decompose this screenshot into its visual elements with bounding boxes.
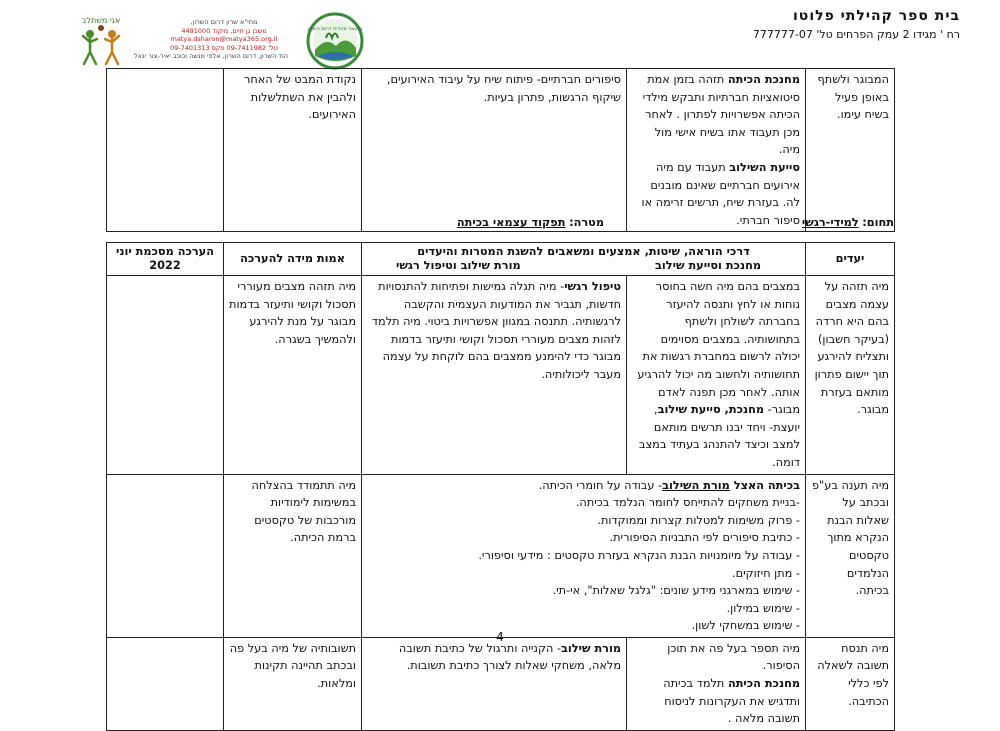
summary-cell [107,474,224,637]
center-line: טל' 09-7411982 פקס 09-7401313 [170,43,278,52]
header-methods-left: מורת שילוב וטיפול רגשי [396,259,521,272]
school-address: רח ' מגידו 2 עמק הפרחים טל' 777777-07 [752,28,960,41]
header-objectives: יעדים [806,243,895,276]
domain: תחום: למידי-רגשי [801,216,894,229]
center-line: matya.dsharon@matya365.org.il [170,35,278,44]
table-row [107,637,895,730]
header-criteria: אמות מידה להערכה [224,243,362,276]
methods-cell: בכיתה האצל מורת השילוב- עבודה על חומרי הכיתה. -בניית משחקים להתייחס לחומר הנלמד בכיתה. - פרוק משימות למטלות קצרות וממוקדות. - כתיבת סיפורים לפי התבניות הסיפורית. - עבודה על מיומנויות הבנת הנקרא בעזרת טקסטים : מידעי וסיפורי. - מתן חיזוקים. - שימוש במארגני מידע שונים: "גלגל שאלות", אי-תי. - שימוש במילון. - שימוש במשחקי לשון. [362,474,806,637]
methods-left-cell: סיפורים חברתיים- פיתוח שיח על עיבוד האירועים, שיקוף הרגשות, פתרון בעיות. [362,69,627,232]
regional-council-logo [306,12,364,70]
summary-cell [107,69,224,232]
objective-cell: המבוגר ולשתף באופן פעיל בשיח עימו. [806,69,895,232]
criteria-cell: תשובותיה של מיה בעל פה ובכתב תהיינה תקינות ומלאות. [224,637,362,730]
plan-table [106,242,895,731]
school-name: בית ספר קהילתי פלוטו [793,8,960,24]
objective-cell: מיה תנסח תשובה לשאלה לפי כללי הכתיבה. [806,637,895,730]
center-contact-info [134,18,288,61]
criteria-cell: נקודת המבט של האחר ולהבין את השתלשלות האירועים. [224,69,362,232]
methods-right-cell: מחנכת הכיתה תזהה בזמן אמת סיטואציות חברתיות ותבקש מילדי הכיתה אפשרויות לפתרון . לאחר מכן תעבוד אתו בשיח אישי מול מיה. סייעת השילוב תעבוד עם מיה אירועים חברתיים שאינם מובנים לה. בעזרת שיח, תרשים זרימה או סיפור חברתי. [627,69,806,232]
logo-left-text: אני משתלב [81,16,121,25]
center-line: מתי"א שרון דרום השרון, [190,18,258,26]
criteria-cell: מיה תזהה מצבים מעוררי תסכול וקושי ותיעזר בדמות מבוגר על מנת להירגע ולהמשיך בשגרה. [224,276,362,475]
objective-cell: מיה תזהה על עצמה מצבים בהם היא חרדה (בעיקר חשבון) ותצליח להירגע תוך יישום פתרון מותאם בעזרת מבוגר. [806,276,895,475]
header-methods-right: מחנכת וסייעת שילוב [655,259,762,272]
page-number: 4 [496,630,504,644]
table-row [107,474,895,637]
integration-logo [72,14,130,70]
methods-left-cell: מורת שילוב- הקנייה ותרגול של כתיבת תשובה מלאה, משחקי שאלות לצורך כתיבת תשובות. [362,637,627,730]
table-row [107,69,895,232]
criteria-cell: מיה תתמודד בהצלחה במשימות לימודיות מורכבות של טקסטים ברמת הכיתה. [224,474,362,637]
table-row [107,276,895,475]
methods-right-cell: מיה תספר בעל פה את תוכן הסיפור. מחנכת הכיתה תלמד בכיתה ותדגיש את העקרונות לניסוח תשובה מלאה . [627,637,806,730]
summary-cell [107,276,224,475]
objective-cell: מיה תענה בע"פ ובכתב על שאלות הבנת הנקרא מתוך טקסטים הנלמדים בכיתה. [806,474,895,637]
center-line: משכן גן חיים, מיקוד 4491000 [181,26,267,35]
header-methods: דרכי הוראה, שיטות, אמצעים ומשאבים להשגת המטרות והיעדים מחנכת וסייעת שילוב מורת שילוב וטיפול רגשי [362,243,806,276]
goal: מטרה: תפקוד עצמאי בכיתה [456,216,604,229]
center-line: הוד השרון, דרום השרון, אלפי מנשה וכוכב יאיר-צור יגאל [134,52,288,61]
continuation-table [106,68,895,232]
methods-left-cell: טיפול רגשי- מיה תגלה גמישות ופתיחות להתנסויות חדשות, תגביר את המודעות העצמית והקשבה לרגשותיה. תתנסה במגוון אפשרויות ביטוי. מיה תלמד לזהות מצבים מעוררי תסכול וקושי ותיעזר בדמות מבוגר כדי להימנע ממצבים בהם לוקחת על עצמה מעבר ליכולותיה. [362,276,627,475]
logo-eco-text: מועצה אזורית דרום השרון [307,26,363,32]
school-header [660,8,960,41]
table-header-row [107,243,895,276]
summary-cell [107,637,224,730]
domain-goal-line [106,216,894,234]
methods-right-cell: במצבים בהם מיה חשה בחוסר נוחות או לחץ ותנסה להיעזר בחברתה לשולחן ולשתף בתחושותיה. במצבים מסוימים יכולה לרשום במחברת רגשות את תחושותיה ולחשוב מה יכול להרגיע אותה. לאחר מכן תפנה לאדם מבוגר- מחנכת, סייעת שילוב, יועצת- ויחד יבנו תרשים מותאם למצב וכיצד להתנהג בעתיד במצב דומה. [627,276,806,475]
header-summary: הערכה מסכמת יוני 2022 [107,243,224,276]
